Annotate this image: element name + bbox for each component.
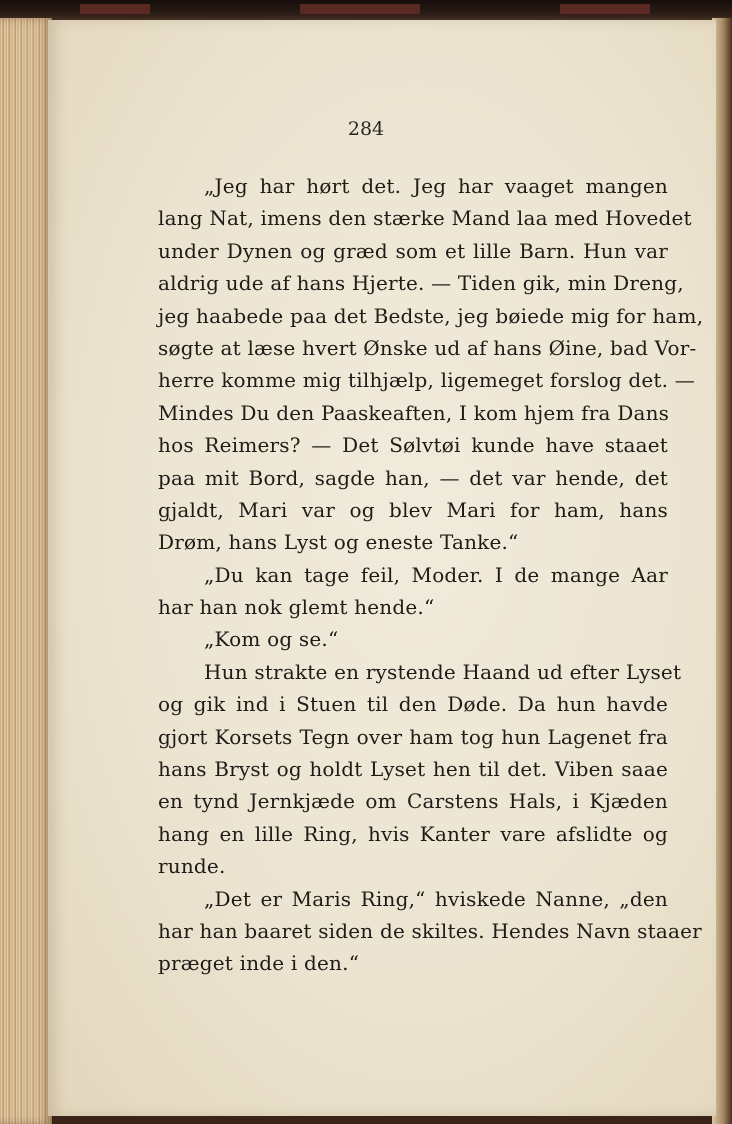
text-line: søgte at læse hvert Ønske ud af hans Øine, bad Vor- <box>158 335 697 360</box>
text-line: under Dynen og græd som et lille Barn. Hun var <box>158 238 668 263</box>
text-line: runde. <box>158 854 226 879</box>
binding-stripe <box>80 4 150 14</box>
text-line: „Det er Maris Ring,“ hviskede Nanne, „den <box>204 886 668 911</box>
text-line: hang en lille Ring, hvis Kanter vare afslidte og <box>158 821 668 846</box>
text-line: Mindes Du den Paaskeaften, I kom hjem fra Dans <box>158 400 670 425</box>
text-line: aldrig ude af hans Hjerte. — Tiden gik, min Dreng, <box>158 271 684 296</box>
text-line: Drøm, hans Lyst og eneste Tanke.“ <box>158 530 519 555</box>
left-page-edges <box>0 18 52 1124</box>
text-line: „Jeg har hørt det. Jeg har vaaget mangen <box>204 174 668 198</box>
text-line: paa mit Bord, sagde han, — det var hende, det <box>158 465 668 490</box>
text-line: jeg haabede paa det Bedste, jeg bøiede mig for ham, <box>158 303 704 328</box>
text-line: lang Nat, imens den stærke Mand laa med Hovedet <box>158 206 692 231</box>
body-text <box>158 170 704 980</box>
text-line: hos Reimers? — Det Sølvtøi kunde have staaet <box>158 433 668 458</box>
top-binding-strip <box>0 0 732 22</box>
text-line: Hun strakte en rystende Haand ud efter Lyset <box>204 659 682 684</box>
text-line: „Du kan tage feil, Moder. I de mange Aar <box>204 562 668 587</box>
text-line: hans Bryst og holdt Lyset hen til det. Viben saae <box>158 757 668 782</box>
text-line: „Kom og se.“ <box>204 627 339 652</box>
text-line: præget inde i den.“ <box>158 951 360 976</box>
text-line: en tynd Jernkjæde om Carstens Hals, i Kjæden <box>158 789 668 814</box>
text-line: har han baaret siden de skiltes. Hendes Navn staaer <box>158 918 702 943</box>
binding-stripe <box>560 4 650 14</box>
page-number: 284 <box>347 118 385 140</box>
text-line: herre komme mig tilhjælp, ligemeget forslog det. — <box>158 368 695 393</box>
binding-stripe <box>300 4 420 14</box>
text-line: har han nok glemt hende.“ <box>158 595 435 620</box>
text-line: gjort Korsets Tegn over ham tog hun Lagenet fra <box>158 724 668 749</box>
text-line: gjaldt, Mari var og blev Mari for ham, hans <box>158 497 668 522</box>
text-line: og gik ind i Stuen til den Døde. Da hun havde <box>158 692 668 717</box>
